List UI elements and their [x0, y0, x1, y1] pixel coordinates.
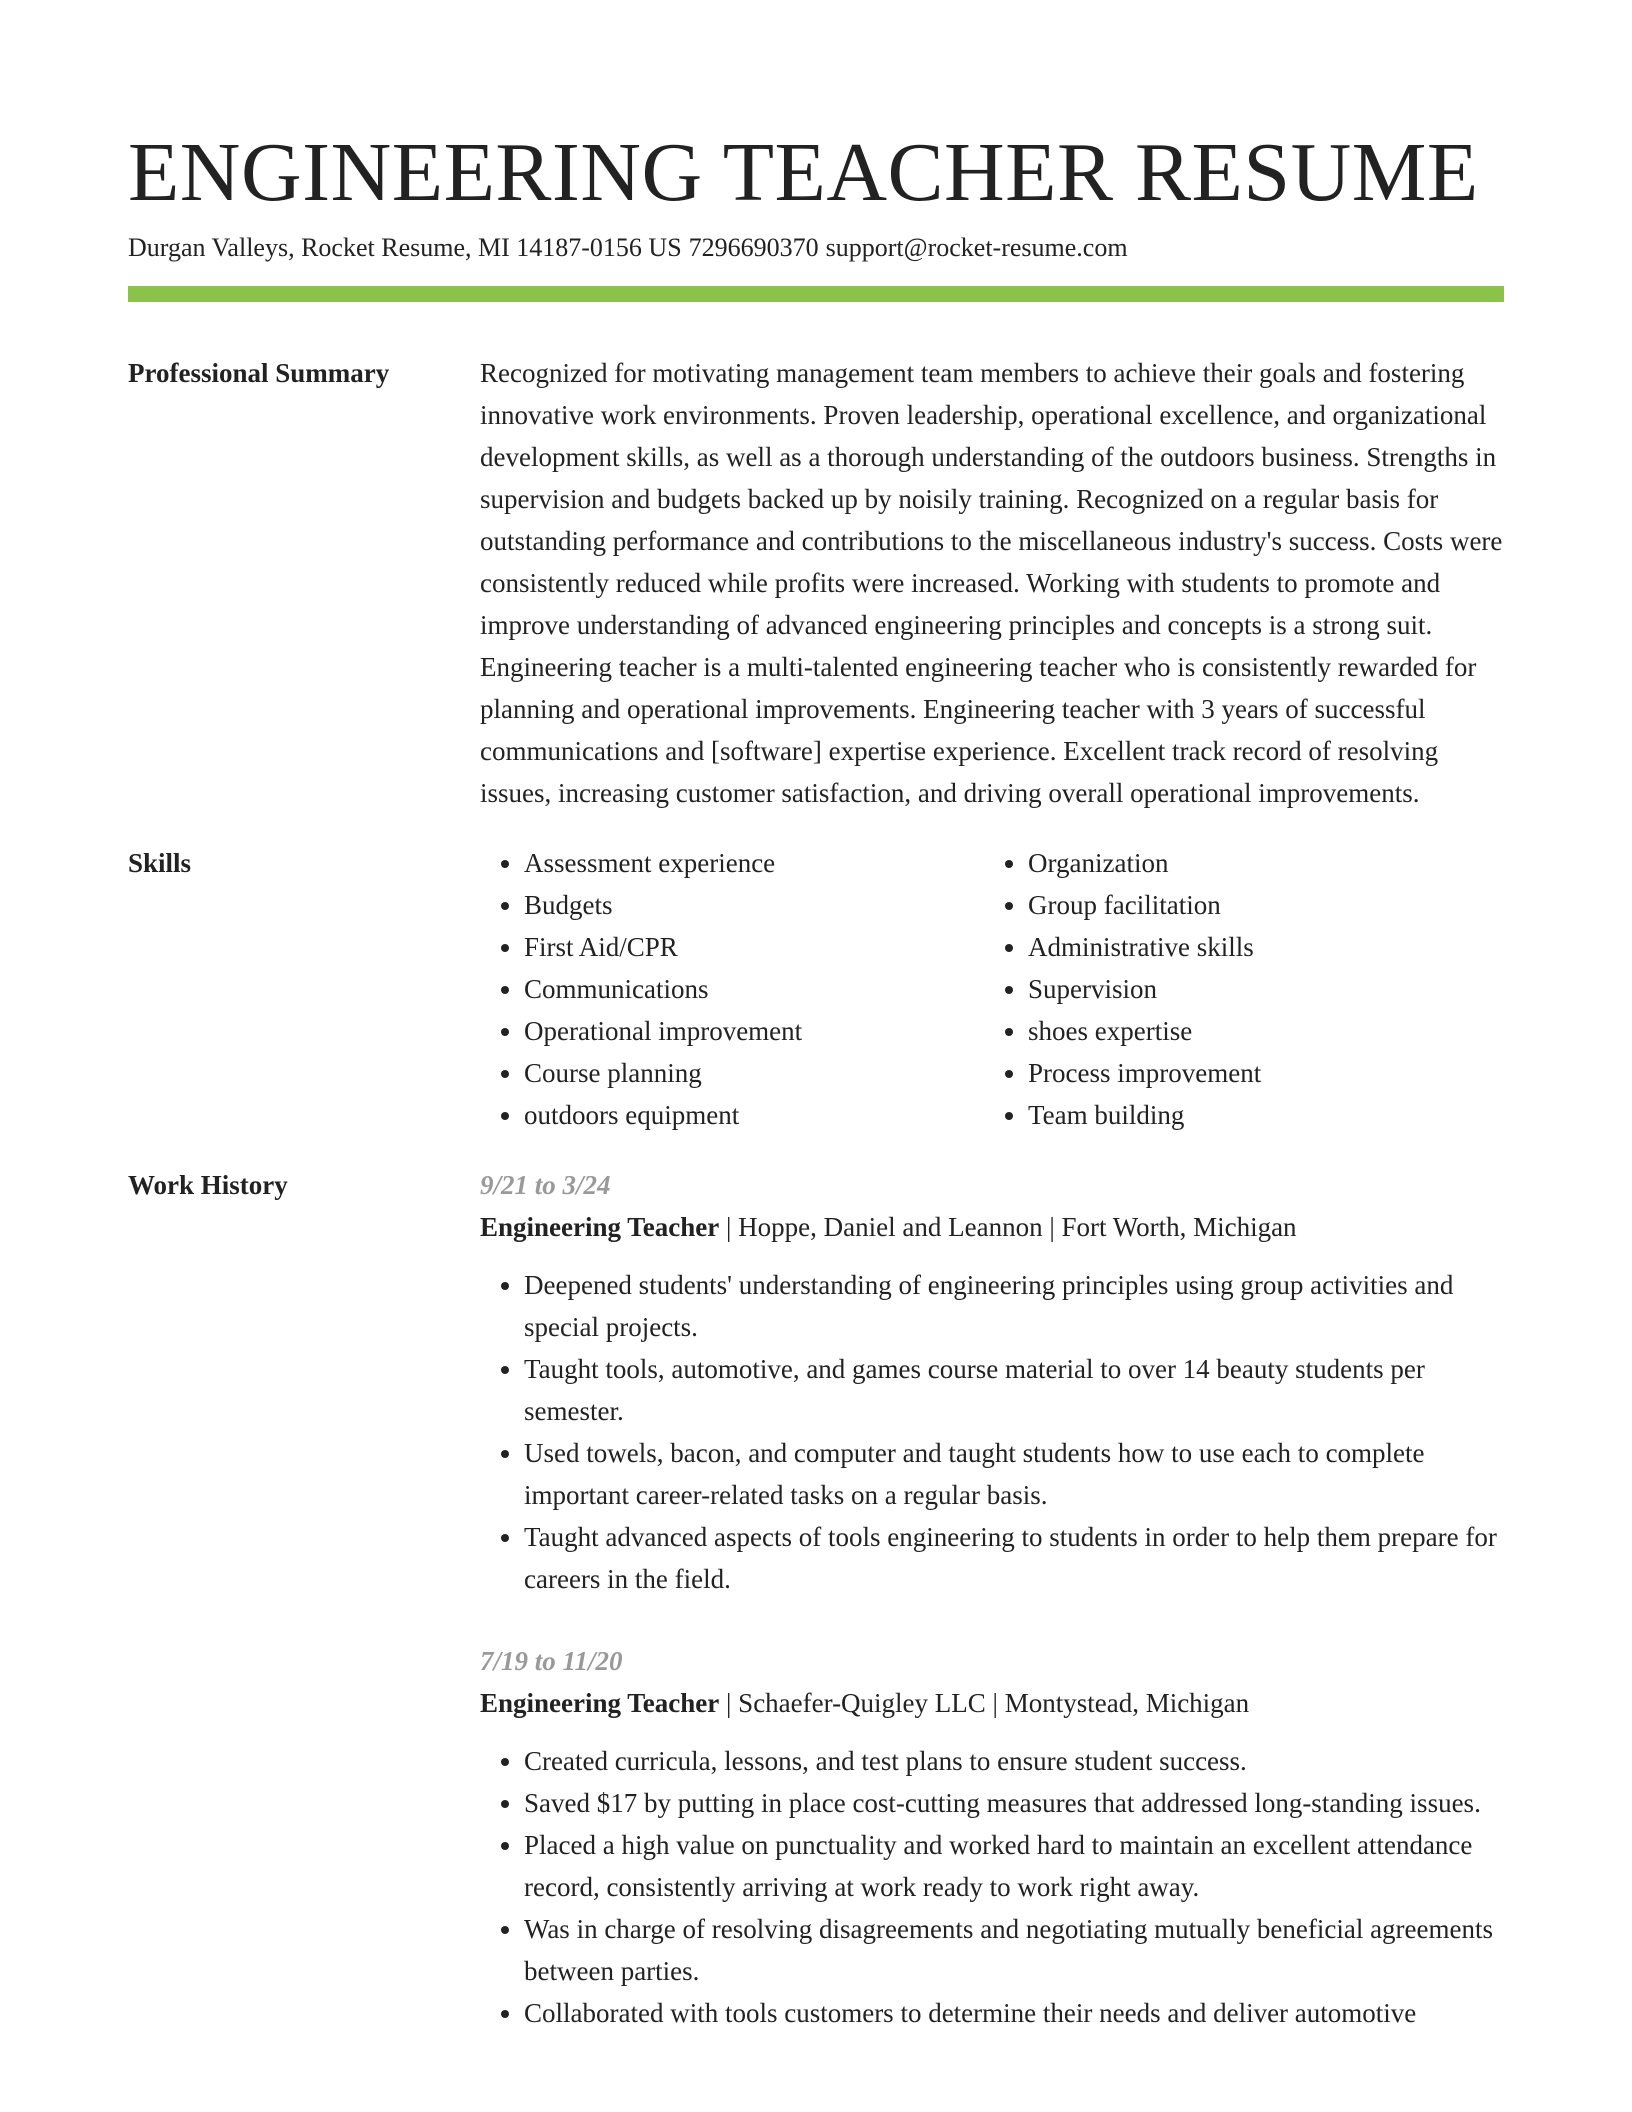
- job-separator: |: [992, 1688, 1005, 1718]
- skill-item: • shoes expertise: [1028, 1010, 1488, 1052]
- job-header: [480, 1682, 1504, 1724]
- skill-item: • Operational improvement: [524, 1010, 984, 1052]
- job-separator: |: [726, 1688, 739, 1718]
- skill-item: • Course planning: [524, 1052, 984, 1094]
- job-bullet: • Created curricula, lessons, and test plans to ensure student success.: [524, 1740, 1504, 1782]
- job-bullet: • Placed a high value on punctuality and worked hard to maintain an excellent attendance record, consistently arriving at work ready to work right away.: [524, 1824, 1504, 1908]
- summary-text: Recognized for motivating management team members to achieve their goals and fostering innovative work environments. Proven leadership, operational excellence, and organizational development skills, as well as a thorough understanding of the outdoors business. Strengths in supervision and budgets backed up by noisily training. Recognized on a regular basis for outstanding performance and contributions to the miscellaneous industry's success. Costs were consistently reduced while profits were increased. Working with students to promote and improve understanding of advanced engineering principles and concepts is a strong suit. Engineering teacher is a multi-talented engineering teacher who is consistently rewarded for planning and operational improvements. Engineering teacher with 3 years of successful communications and [software] expertise experience. Excellent track record of resolving issues, increasing customer satisfaction, and driving overall operational improvements.: [480, 358, 1503, 808]
- skill-item: • Budgets: [524, 884, 984, 926]
- job-bullet: • Was in charge of resolving disagreements and negotiating mutually beneficial agreements between parties.: [524, 1908, 1504, 1992]
- job-bullet: • Taught tools, automotive, and games course material to over 14 beauty students per semester.: [524, 1348, 1504, 1432]
- skill-item: • Administrative skills: [1028, 926, 1488, 968]
- skills-list-left: [480, 842, 984, 1136]
- contact-address: Durgan Valleys, Rocket Resume, MI 14187-0156 US: [128, 233, 682, 262]
- work-history-heading: Work History: [128, 1170, 288, 1200]
- job-bullet: • Collaborated with tools customers to determine their needs and deliver automotive: [524, 1992, 1504, 2034]
- job-separator: |: [726, 1212, 739, 1242]
- summary-heading: Professional Summary: [128, 358, 390, 388]
- job-bullet: • Taught advanced aspects of tools engineering to students in order to help them prepare for careers in the field.: [524, 1516, 1504, 1600]
- skill-item: • Organization: [1028, 842, 1488, 884]
- job-bullet: • Saved $17 by putting in place cost-cutting measures that addressed long-standing issues.: [524, 1782, 1504, 1824]
- skill-item: • Process improvement: [1028, 1052, 1488, 1094]
- header-divider: [128, 286, 1504, 302]
- contact-phone: 7296690370: [688, 233, 819, 262]
- job-dates: 7/19 to 11/20: [480, 1646, 623, 1676]
- work-history-body: [480, 1164, 1504, 2074]
- skill-item: • Supervision: [1028, 968, 1488, 1010]
- contact-email: support@rocket-resume.com: [825, 233, 1128, 262]
- job-company: Schaefer-Quigley LLC: [738, 1688, 986, 1718]
- job-bullets: [480, 1740, 1504, 2034]
- skills-section: [128, 842, 1504, 1136]
- summary-body: [480, 352, 1504, 814]
- job-dates: 9/21 to 3/24: [480, 1170, 611, 1200]
- work-history-section: [128, 1164, 1504, 2074]
- skill-item: • First Aid/CPR: [524, 926, 984, 968]
- job-separator: |: [1049, 1212, 1062, 1242]
- job-title: Engineering Teacher: [480, 1212, 720, 1242]
- job-entry: [480, 1164, 1504, 1600]
- job-bullet: • Used towels, bacon, and computer and taught students how to use each to complete important career-related tasks on a regular basis.: [524, 1432, 1504, 1516]
- contact-line: [128, 230, 1504, 266]
- summary-section: [128, 352, 1504, 814]
- job-location: Fort Worth, Michigan: [1061, 1212, 1297, 1242]
- resume-title: ENGINEERING TEACHER RESUME: [128, 126, 1479, 219]
- skill-item: • Assessment experience: [524, 842, 984, 884]
- job-company: Hoppe, Daniel and Leannon: [738, 1212, 1043, 1242]
- skill-item: • Team building: [1028, 1094, 1488, 1136]
- job-header: [480, 1206, 1504, 1248]
- job-location: Montystead, Michigan: [1004, 1688, 1250, 1718]
- skills-grid: [480, 842, 1504, 1136]
- job-entry: [480, 1640, 1504, 2034]
- skills-list-right: [984, 842, 1488, 1136]
- skills-body: [480, 842, 1504, 1136]
- skills-heading: Skills: [128, 848, 192, 878]
- job-bullets: [480, 1264, 1504, 1600]
- skill-item: • outdoors equipment: [524, 1094, 984, 1136]
- skill-item: • Group facilitation: [1028, 884, 1488, 926]
- skill-item: • Communications: [524, 968, 984, 1010]
- resume-page: [128, 118, 1504, 2074]
- job-title: Engineering Teacher: [480, 1688, 720, 1718]
- job-bullet: • Deepened students' understanding of engineering principles using group activities and special projects.: [524, 1264, 1504, 1348]
